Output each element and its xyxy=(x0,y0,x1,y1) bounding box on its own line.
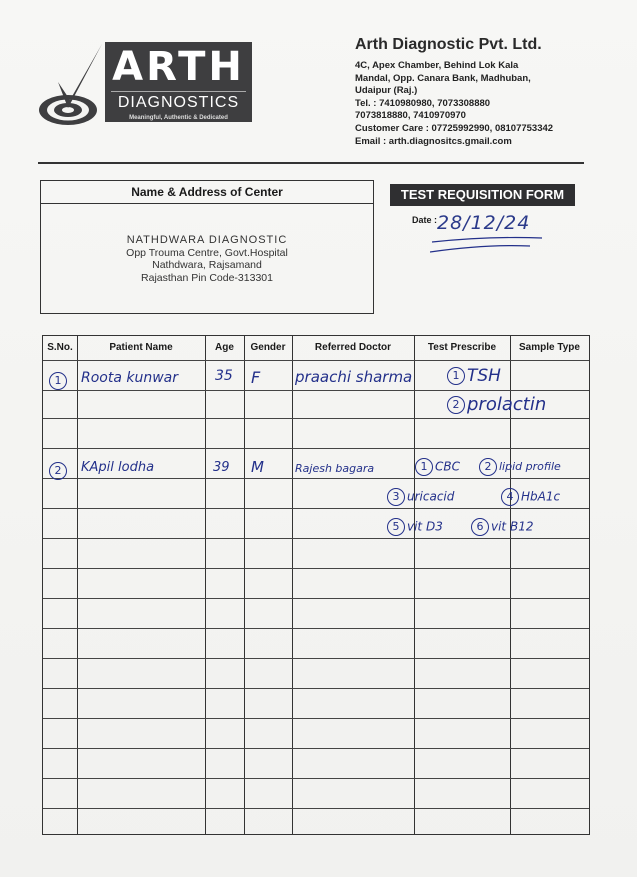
row-divider xyxy=(43,598,589,599)
row-divider xyxy=(43,508,589,509)
row-divider xyxy=(43,808,589,809)
header-sample-type: Sample Type xyxy=(519,342,580,353)
entry-1-doctor: praachi sharma xyxy=(295,368,413,386)
entry-2-doctor: Rajesh bagara xyxy=(295,462,375,475)
entry-2-test-3: 3 uricacid xyxy=(387,488,454,506)
company-customer-care: Customer Care : 07725992990, 08107753342 xyxy=(355,122,554,134)
company-email: Email : arth.diagnositcs.gmail.com xyxy=(355,135,512,147)
entry-2-test-6: 6 vit B12 xyxy=(471,518,533,536)
entry-1-test-1: 1 TSH xyxy=(447,366,501,386)
row-divider xyxy=(43,448,589,449)
company-address-line: 4C, Apex Chamber, Behind Lok Kala xyxy=(355,60,519,71)
logo-target-icon xyxy=(38,42,104,128)
logo xyxy=(105,42,252,122)
entry-2-gender: M xyxy=(251,458,264,476)
date-label: Date : xyxy=(412,215,438,225)
company-info xyxy=(355,36,625,148)
row-divider xyxy=(43,360,589,361)
entry-2-test-4: 4 HbA1c xyxy=(501,488,560,506)
header-referred-doctor: Referred Doctor xyxy=(314,342,392,353)
company-address-line: Udaipur (Raj.) xyxy=(355,85,418,97)
header-gender: Gender xyxy=(250,342,286,353)
form-title: TEST REQUISITION FORM xyxy=(390,184,575,206)
header-patient-name: Patient Name xyxy=(109,342,173,353)
center-line: Rajasthan Pin Code-313301 xyxy=(141,271,273,284)
company-name: Arth Diagnostic Pvt. Ltd. xyxy=(355,36,542,53)
entry-2-test-1: 1 CBC xyxy=(415,458,460,476)
header-age: Age xyxy=(215,342,234,353)
center-line: Nathdwara, Rajsamand xyxy=(152,259,262,271)
center-line: Opp Trouma Centre, Govt.Hospital xyxy=(126,246,288,259)
col-divider xyxy=(292,336,293,834)
row-divider xyxy=(43,568,589,569)
row-divider xyxy=(43,478,589,479)
company-tel: Tel. : 7410980980, 7073308880 xyxy=(355,97,491,109)
company-tel-2: 7073818880, 7410970970 xyxy=(355,110,466,122)
header-test-prescribe: Test Prescribe xyxy=(427,342,497,353)
row-divider xyxy=(43,628,589,629)
row-divider xyxy=(43,718,589,719)
entry-2-test-2: 2 lipid profile xyxy=(479,458,561,476)
row-divider xyxy=(43,418,589,419)
entry-1-age: 35 xyxy=(215,368,233,384)
center-line: NATHDWARA DIAGNOSTIC xyxy=(126,234,288,246)
col-divider xyxy=(77,336,78,834)
entry-1-name: Roota kunwar xyxy=(81,370,179,386)
row-divider xyxy=(43,390,589,391)
entry-2-test-5: 5 vit D3 xyxy=(387,518,443,536)
row-divider xyxy=(43,778,589,779)
center-address xyxy=(41,204,373,284)
date-value: 28/12/24 xyxy=(437,212,531,234)
row-divider xyxy=(43,688,589,689)
header-sno: S.No. xyxy=(47,342,73,353)
center-address-box xyxy=(40,180,374,314)
row-divider xyxy=(43,748,589,749)
entry-2-name: KApil lodha xyxy=(81,460,155,475)
entry-2-age: 39 xyxy=(213,460,230,475)
entry-1-gender: F xyxy=(251,368,261,387)
logo-tagline: Meaningful, Authentic & Dedicated xyxy=(129,115,228,121)
row-divider xyxy=(43,658,589,659)
header-divider xyxy=(38,162,584,164)
entry-1-sno: 1 xyxy=(49,370,69,390)
col-divider xyxy=(244,336,245,834)
col-divider xyxy=(414,336,415,834)
entry-1-test-2: 2 prolactin xyxy=(447,394,546,415)
logo-sub: DIAGNOSTICS xyxy=(111,91,246,112)
requisition-table xyxy=(42,335,590,835)
date-underline xyxy=(430,230,545,260)
col-divider xyxy=(205,336,206,834)
row-divider xyxy=(43,538,589,539)
entry-2-sno: 2 xyxy=(49,460,69,480)
center-heading: Name & Address of Center xyxy=(41,181,373,204)
company-address-line: Mandal, Opp. Canara Bank, Madhuban, xyxy=(355,72,531,84)
logo-brand: ARTH xyxy=(112,44,245,90)
